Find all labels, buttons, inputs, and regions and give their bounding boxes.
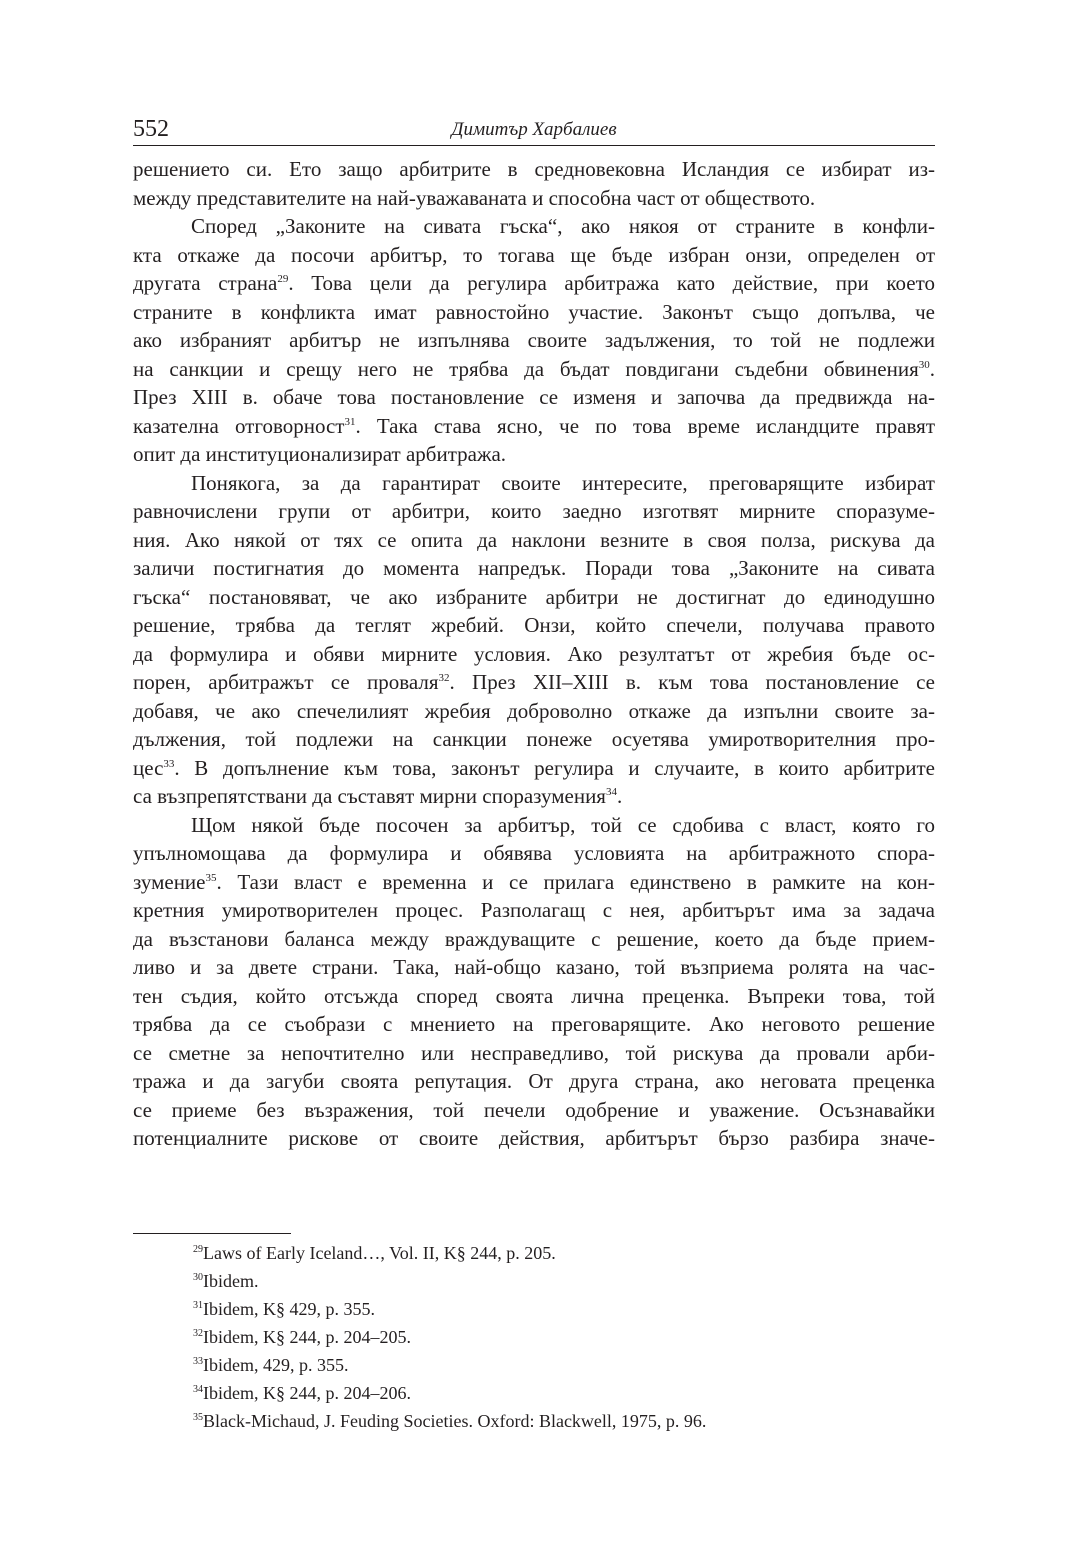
text-run: .: [616, 784, 623, 808]
text-run: порен, арбитражът се проваля: [133, 670, 439, 694]
running-title: Димитър Харбалиев: [451, 119, 617, 140]
text-line: решението си. Ето защо арбитрите в средновековна Исландия се избират из-: [133, 157, 935, 181]
text-line: дължения, той подлежи на санкции понеже осуетява умиротворителния про-: [133, 727, 935, 751]
text-line: гъска“ постановяват, че ако избраните арбитри не достигнат до единодушно: [133, 584, 935, 609]
text-line: трябва да се съобрази с мнението на преговарящите. Ако неговото решение: [133, 1012, 935, 1036]
footnote-number: 30: [193, 1272, 203, 1283]
footnote-30: [193, 1267, 935, 1295]
text-line: заличи постигнатия до момента напредък. Поради това „Законите на сивата: [133, 556, 935, 580]
paragraph-1: [133, 155, 935, 212]
footnotes: [193, 1239, 935, 1435]
footnote-number: 33: [193, 1356, 203, 1367]
footnote-number: 31: [193, 1300, 203, 1311]
footnote-text: Ibidem.: [203, 1271, 259, 1291]
text-line: Понякога, за да гарантират своите интересите, преговарящите избират: [191, 470, 935, 495]
footnote-ref-32: 32: [438, 672, 450, 684]
footnote-32: [193, 1323, 935, 1351]
text-run: цес: [133, 755, 164, 780]
text-line: потенциалните рискове от своите действия, арбитърът бързо разбира значе-: [133, 1126, 935, 1150]
footnote-33: [193, 1351, 935, 1379]
paragraph-2: [133, 212, 935, 469]
paragraph-3: [133, 469, 935, 811]
paragraph-4: [133, 811, 935, 1153]
text-line: да формулира и обяви мирните условия. Ако резултатът от жребия бъде ос-: [133, 641, 935, 666]
text-line: се приеме без възражения, той печели одобрение и уважение. Осъзнавайки: [133, 1097, 935, 1122]
footnote-text: Ibidem, K§ 429, p. 355.: [203, 1299, 375, 1319]
footnote-ref-34: 34: [605, 786, 617, 798]
text-line: [133, 355, 935, 384]
footnote-number: 35: [193, 1412, 203, 1423]
text-line: [133, 668, 935, 697]
text-run: казателна отговорност: [133, 413, 345, 438]
text-line: упълномощава да формулира и обявява условията на арбитражното спора-: [133, 841, 935, 865]
footnote-text: Ibidem, K§ 244, p. 204–206.: [203, 1383, 411, 1403]
text-line: [133, 782, 935, 811]
text-line: тен съдия, който отсъжда според своята лична преценка. Въпреки това, той: [133, 983, 935, 1008]
footnote-35: [193, 1407, 935, 1435]
page-number: 552: [133, 116, 169, 142]
footnote-ref-33: 33: [163, 757, 175, 770]
text-line: решение, трябва да теглят жребий. Онзи, който спечели, получава правото: [133, 613, 935, 637]
text-run: .: [929, 356, 935, 381]
text-line: равночислени групи от арбитри, които заедно изготвят мирните споразуме-: [133, 499, 935, 523]
footnote-text: Laws of Early Iceland…, Vol. II, K§ 244, p. 205.: [203, 1243, 556, 1263]
text-run: зумение: [133, 869, 206, 894]
text-line: [133, 412, 935, 441]
text-run: . Тази власт е временна и се прилага единствено в рамките на кон-: [216, 869, 935, 894]
text-line: [133, 754, 935, 783]
text-line: ако избраният арбитър не изпълнява своите задължения, то той не подлежи: [133, 328, 935, 352]
text-line: добавя, че ако спечелилият жребия доброволно откаже да изпълни своите за-: [133, 698, 935, 723]
running-header: [133, 112, 935, 146]
footnote-text: Ibidem, 429, p. 355.: [203, 1355, 349, 1375]
footnote-number: 34: [193, 1384, 203, 1395]
text-line: между представителите на най-уважаваната и способна част от обществото.: [133, 185, 816, 210]
footnote-ref-35: 35: [205, 871, 217, 884]
footnote-separator: [133, 1233, 291, 1234]
text-run: са възпрепятствани да съставят мирни споразумения: [133, 784, 606, 808]
text-run: другата страна: [133, 271, 278, 295]
text-line: се сметне за непочтително или несправедливо, той рискува да провали арби-: [133, 1040, 935, 1065]
text-line: кретния умиротворителен процес. Разполагащ с нея, арбитърът има за задача: [133, 898, 935, 922]
text-line: Според „Законите на сивата гъска“, ако някоя от страните в конфли-: [191, 214, 935, 238]
footnote-ref-29: 29: [277, 273, 289, 285]
text-line: ливо и за двете страни. Така, най-общо казано, той възприема ролята на час-: [133, 955, 935, 979]
text-run: . В допълнение към това, законът регулира и случаите, в които арбитрите: [174, 755, 935, 780]
text-run: на санкции и срещу него не трябва да бъдат повдигани съдебни обвинения: [133, 356, 919, 381]
footnote-34: [193, 1379, 935, 1407]
page: [133, 112, 935, 1153]
footnote-number: 29: [193, 1244, 203, 1255]
footnote-ref-30: 30: [918, 358, 930, 371]
text-line: кта откаже да посочи арбитър, то тогава ще бъде избран онзи, определен от: [133, 242, 935, 267]
text-line: ния. Ако някой от тях се опита да наклони везните в своя полза, рискува да: [133, 527, 935, 552]
footnote-text: Black-Michaud, J. Feuding Societies. Oxford: Blackwell, 1975, p. 96.: [203, 1411, 707, 1431]
footnote-29: [193, 1239, 935, 1267]
text-run: . Това цели да регулира арбитража като действие, при което: [288, 271, 935, 295]
text-line: Щом някой бъде посочен за арбитър, той се сдобива с власт, която го: [191, 812, 935, 837]
text-line: да възстанови баланса между враждуващите с решение, което да бъде прием-: [133, 926, 935, 951]
body-text: [133, 155, 935, 1153]
text-line: опит да институционализират арбитража.: [133, 442, 507, 466]
text-line: През XIII в. обаче това постановление се изменя и започва да предвижда на-: [133, 385, 935, 409]
footnote-ref-31: 31: [344, 415, 356, 428]
text-run: . През XII–XIII в. към това постановление се: [449, 670, 935, 694]
text-line: страните в конфликта имат равностойно участие. Законът също допълва, че: [133, 299, 935, 324]
text-run: . Така става ясно, че по това време исландците правят: [355, 413, 935, 438]
text-line: [133, 868, 935, 897]
footnote-31: [193, 1295, 935, 1323]
text-line: тража и да загуби своята репутация. От друга страна, ако неговата преценка: [133, 1069, 935, 1093]
text-line: [133, 269, 935, 298]
footnote-text: Ibidem, K§ 244, p. 204–205.: [203, 1327, 411, 1347]
footnote-number: 32: [193, 1328, 203, 1339]
